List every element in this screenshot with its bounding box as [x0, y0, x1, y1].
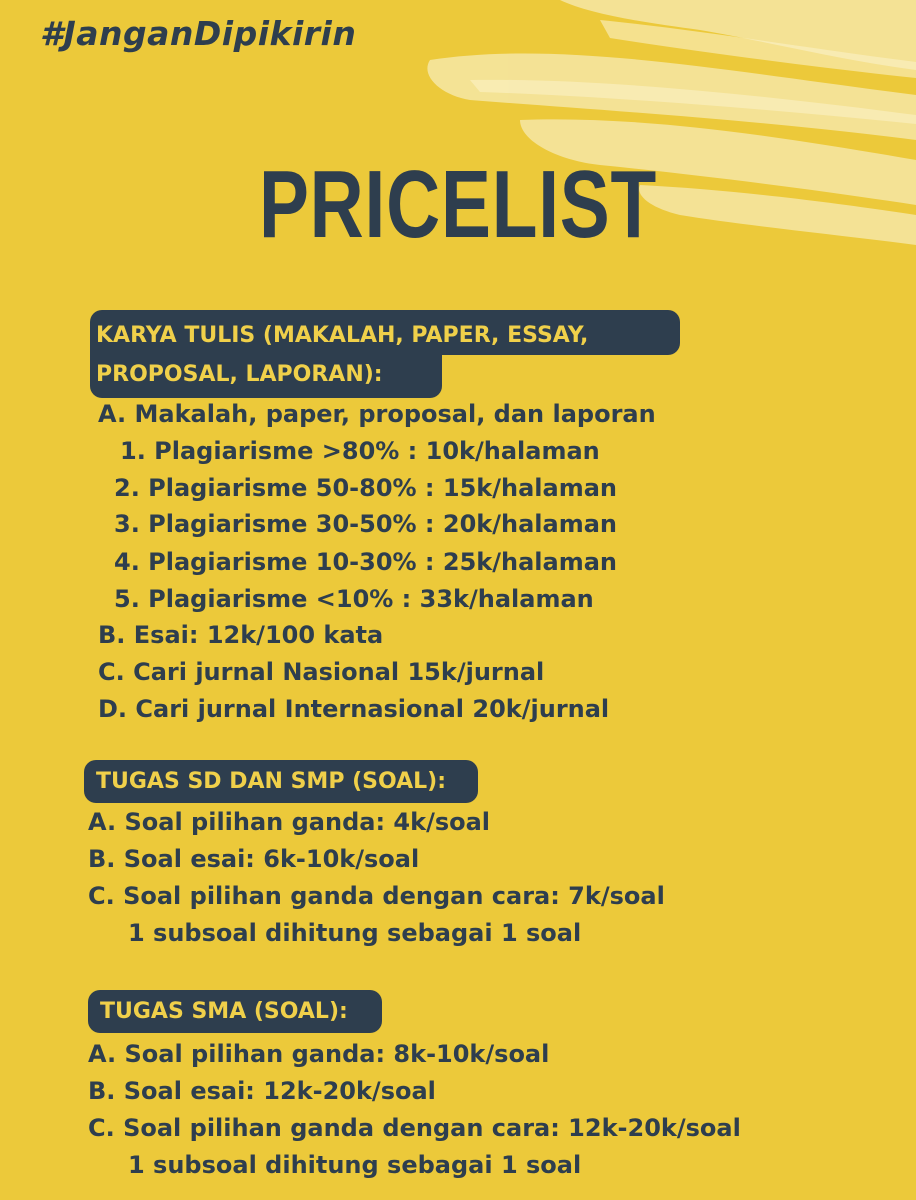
list-item: A. Soal pilihan ganda: 4k/soal — [88, 808, 491, 836]
list-item: B. Soal esai: 6k-10k/soal — [88, 845, 420, 873]
section-heading-line: TUGAS SD DAN SMP (SOAL): — [96, 769, 447, 794]
section-heading-tugas-sma — [88, 990, 382, 1033]
list-item: C. Soal pilihan ganda dengan cara: 7k/soal — [88, 882, 665, 910]
list-item: C. Soal pilihan ganda dengan cara: 12k-20k/soal — [88, 1114, 741, 1142]
list-item: 3. Plagiarisme 30-50% : 20k/halaman — [114, 510, 618, 538]
section-heading-tugas-sd-smp — [84, 760, 478, 803]
list-item: B. Soal esai: 12k-20k/soal — [88, 1077, 436, 1105]
list-item: D. Cari jurnal Internasional 20k/jurnal — [98, 695, 610, 723]
section-heading-line: PROPOSAL, LAPORAN): — [96, 362, 383, 387]
list-item: A. Makalah, paper, proposal, dan laporan — [98, 400, 656, 428]
hashtag-title: #JanganDipikirin — [40, 14, 357, 53]
list-item: 1 subsoal dihitung sebagai 1 soal — [128, 919, 582, 947]
section-heading-karya-tulis — [90, 310, 680, 355]
section-heading-line: TUGAS SMA (SOAL): — [100, 999, 348, 1024]
list-item: C. Cari jurnal Nasional 15k/jurnal — [98, 658, 545, 686]
list-item: 1. Plagiarisme >80% : 10k/halaman — [120, 437, 600, 465]
list-item: 5. Plagiarisme <10% : 33k/halaman — [114, 585, 594, 613]
list-item: B. Esai: 12k/100 kata — [98, 621, 384, 649]
list-item: 4. Plagiarisme 10-30% : 25k/halaman — [114, 548, 618, 576]
list-item: 1 subsoal dihitung sebagai 1 soal — [128, 1151, 582, 1179]
page-title: PRICELIST — [258, 151, 658, 258]
list-item: A. Soal pilihan ganda: 8k-10k/soal — [88, 1040, 550, 1068]
section-heading-line: KARYA TULIS (MAKALAH, PAPER, ESSAY, — [96, 323, 589, 348]
section-heading-karya-tulis-line2 — [90, 355, 442, 398]
list-item: 2. Plagiarisme 50-80% : 15k/halaman — [114, 474, 618, 502]
